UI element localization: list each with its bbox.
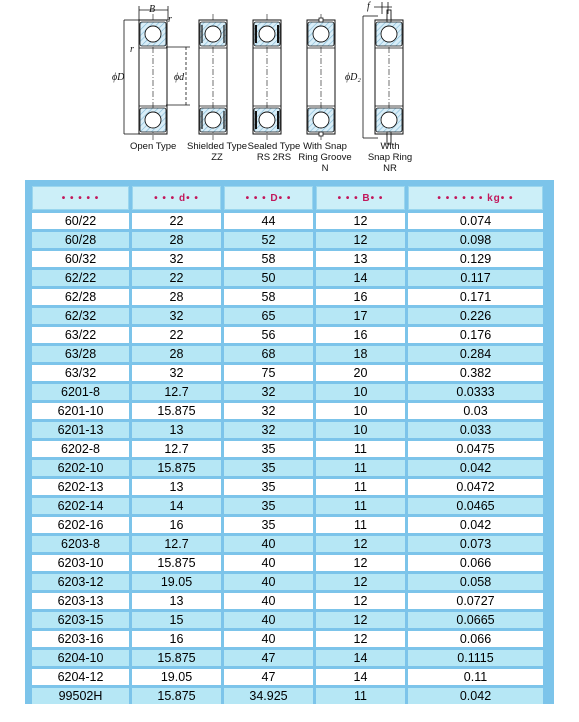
cell-bore-d: 28: [132, 346, 221, 362]
cell-model: 60/22: [32, 213, 129, 229]
caption-line: ZZ: [211, 152, 223, 163]
cell-model: 6203-15: [32, 612, 129, 628]
cell-weight-kg: 0.226: [408, 308, 543, 324]
cell-model: 6203-12: [32, 574, 129, 590]
cell-bore-d: 22: [132, 270, 221, 286]
cell-weight-kg: 0.074: [408, 213, 543, 229]
cell-bore-d: 13: [132, 479, 221, 495]
cell-model: 63/32: [32, 365, 129, 381]
cell-width-b: 12: [316, 612, 405, 628]
table-row: [32, 688, 543, 704]
table-row: [32, 460, 543, 476]
cell-bore-d: 22: [132, 213, 221, 229]
table-row: [32, 251, 543, 267]
table-row: [32, 631, 543, 647]
cell-width-b: 20: [316, 365, 405, 381]
cell-outer-d: 40: [224, 536, 313, 552]
column-header-weight-kg: • • • • • • kg• •: [408, 186, 543, 210]
cell-width-b: 10: [316, 384, 405, 400]
cell-outer-d: 50: [224, 270, 313, 286]
caption-line: N: [321, 163, 329, 174]
cell-weight-kg: 0.171: [408, 289, 543, 305]
cell-outer-d: 34.925: [224, 688, 313, 704]
cell-bore-d: 12.7: [132, 441, 221, 457]
dim-label-f: f: [367, 1, 370, 12]
cell-bore-d: 15.875: [132, 688, 221, 704]
column-header-width-b: • • • B• •: [316, 186, 405, 210]
cell-width-b: 10: [316, 403, 405, 419]
cell-bore-d: 19.05: [132, 669, 221, 685]
cell-bore-d: 16: [132, 631, 221, 647]
table-row: [32, 384, 543, 400]
table-row: [32, 479, 543, 495]
cell-bore-d: 14: [132, 498, 221, 514]
cell-outer-d: 35: [224, 460, 313, 476]
table-row: [32, 612, 543, 628]
cell-width-b: 13: [316, 251, 405, 267]
table-header-row: [32, 186, 543, 210]
cell-model: 62/28: [32, 289, 129, 305]
cell-outer-d: 32: [224, 422, 313, 438]
cell-model: 63/28: [32, 346, 129, 362]
table-row: [32, 403, 543, 419]
table-row: [32, 365, 543, 381]
dim-label-phi-d-outer: ϕD: [112, 72, 125, 83]
cell-weight-kg: 0.073: [408, 536, 543, 552]
cell-outer-d: 58: [224, 251, 313, 267]
cell-bore-d: 12.7: [132, 536, 221, 552]
cell-outer-d: 47: [224, 669, 313, 685]
cell-width-b: 12: [316, 574, 405, 590]
cell-outer-d: 52: [224, 232, 313, 248]
table-row: [32, 441, 543, 457]
sealed-type-bearing: [253, 14, 281, 140]
cell-bore-d: 28: [132, 289, 221, 305]
cell-weight-kg: 0.098: [408, 232, 543, 248]
cell-outer-d: 56: [224, 327, 313, 343]
cell-weight-kg: 0.176: [408, 327, 543, 343]
shielded-type-bearing: [199, 14, 227, 140]
table-row: [32, 593, 543, 609]
cell-model: 6201-8: [32, 384, 129, 400]
table-row: [32, 308, 543, 324]
cell-width-b: 10: [316, 422, 405, 438]
cell-model: 63/22: [32, 327, 129, 343]
dim-label-r-side: r: [130, 44, 134, 55]
cell-bore-d: 16: [132, 517, 221, 533]
cell-model: 6202-8: [32, 441, 129, 457]
cell-model: 6201-10: [32, 403, 129, 419]
cell-weight-kg: 0.0475: [408, 441, 543, 457]
table-row: [32, 517, 543, 533]
cell-model: 6202-13: [32, 479, 129, 495]
table-row: [32, 574, 543, 590]
cell-weight-kg: 0.117: [408, 270, 543, 286]
cell-outer-d: 40: [224, 593, 313, 609]
cell-model: 99502H: [32, 688, 129, 704]
cell-bore-d: 19.05: [132, 574, 221, 590]
cell-width-b: 12: [316, 213, 405, 229]
dim-label-b: B: [149, 4, 156, 15]
table-row: [32, 270, 543, 286]
cell-weight-kg: 0.0472: [408, 479, 543, 495]
cell-bore-d: 12.7: [132, 384, 221, 400]
cell-outer-d: 35: [224, 498, 313, 514]
cell-outer-d: 40: [224, 612, 313, 628]
table-row: [32, 669, 543, 685]
cell-weight-kg: 0.382: [408, 365, 543, 381]
cell-model: 60/32: [32, 251, 129, 267]
cell-weight-kg: 0.042: [408, 517, 543, 533]
table-row: [32, 327, 543, 343]
cell-weight-kg: 0.033: [408, 422, 543, 438]
cell-width-b: 12: [316, 631, 405, 647]
cell-width-b: 11: [316, 460, 405, 476]
cell-width-b: 11: [316, 441, 405, 457]
cell-weight-kg: 0.0465: [408, 498, 543, 514]
cell-model: 6201-13: [32, 422, 129, 438]
cell-width-b: 12: [316, 232, 405, 248]
cell-weight-kg: 0.066: [408, 555, 543, 571]
cell-model: 6203-16: [32, 631, 129, 647]
cell-outer-d: 68: [224, 346, 313, 362]
cell-bore-d: 32: [132, 251, 221, 267]
cell-weight-kg: 0.042: [408, 460, 543, 476]
dim-label-r-top: r: [168, 14, 172, 25]
cell-width-b: 11: [316, 688, 405, 704]
cell-bore-d: 15.875: [132, 555, 221, 571]
cell-outer-d: 40: [224, 631, 313, 647]
dim-label-phi-d-inner: ϕd: [174, 72, 185, 83]
table-body: [32, 213, 543, 704]
cell-weight-kg: 0.0727: [408, 593, 543, 609]
table-row: [32, 498, 543, 514]
cell-outer-d: 35: [224, 441, 313, 457]
cell-model: 6204-10: [32, 650, 129, 666]
cell-outer-d: 65: [224, 308, 313, 324]
caption-line: With: [380, 141, 400, 152]
cell-model: 6203-13: [32, 593, 129, 609]
cell-bore-d: 13: [132, 422, 221, 438]
caption-line: With Snap: [303, 141, 347, 152]
caption-line: RS 2RS: [256, 152, 292, 163]
snap-ring-bearing: [375, 10, 403, 144]
spec-table-frame: [25, 180, 554, 704]
cell-model: 6204-12: [32, 669, 129, 685]
caption-line: Ring Groove: [298, 152, 352, 163]
cell-outer-d: 32: [224, 403, 313, 419]
cell-outer-d: 35: [224, 517, 313, 533]
cell-weight-kg: 0.11: [408, 669, 543, 685]
cell-weight-kg: 0.03: [408, 403, 543, 419]
caption-line: Open Type: [130, 141, 177, 152]
cell-weight-kg: 0.1115: [408, 650, 543, 666]
bearing-spec-table: [29, 183, 546, 707]
cell-width-b: 14: [316, 669, 405, 685]
cell-model: 6202-10: [32, 460, 129, 476]
cell-bore-d: 13: [132, 593, 221, 609]
cell-model: 6202-14: [32, 498, 129, 514]
caption-line: Sealed Type: [247, 141, 301, 152]
caption-line: Snap Ring: [367, 152, 413, 163]
cell-outer-d: 47: [224, 650, 313, 666]
cell-outer-d: 58: [224, 289, 313, 305]
cell-outer-d: 75: [224, 365, 313, 381]
cell-width-b: 11: [316, 498, 405, 514]
cell-weight-kg: 0.042: [408, 688, 543, 704]
cell-outer-d: 40: [224, 555, 313, 571]
cell-weight-kg: 0.058: [408, 574, 543, 590]
cell-model: 60/28: [32, 232, 129, 248]
column-header-bore-d: • • • d• •: [132, 186, 221, 210]
cell-outer-d: 32: [224, 384, 313, 400]
cell-bore-d: 22: [132, 327, 221, 343]
cell-width-b: 17: [316, 308, 405, 324]
column-header-outer-d: • • • D• •: [224, 186, 313, 210]
caption-snap-ring: [360, 141, 420, 174]
column-header-model: • • • • •: [32, 186, 129, 210]
cell-bore-d: 28: [132, 232, 221, 248]
cell-outer-d: 44: [224, 213, 313, 229]
caption-snap-ring-groove: [295, 141, 355, 174]
cell-model: 6203-10: [32, 555, 129, 571]
cell-weight-kg: 0.0665: [408, 612, 543, 628]
cell-bore-d: 15.875: [132, 403, 221, 419]
cell-bore-d: 15.875: [132, 460, 221, 476]
cell-width-b: 12: [316, 536, 405, 552]
caption-open-type: [130, 141, 176, 152]
cell-bore-d: 32: [132, 308, 221, 324]
cell-bore-d: 15: [132, 612, 221, 628]
table-row: [32, 232, 543, 248]
cell-width-b: 18: [316, 346, 405, 362]
table-row: [32, 289, 543, 305]
cell-outer-d: 35: [224, 479, 313, 495]
cell-width-b: 14: [316, 650, 405, 666]
cell-width-b: 12: [316, 593, 405, 609]
table-row: [32, 422, 543, 438]
cell-model: 62/32: [32, 308, 129, 324]
cell-model: 62/22: [32, 270, 129, 286]
table-row: [32, 650, 543, 666]
cell-bore-d: 32: [132, 365, 221, 381]
cell-width-b: 11: [316, 479, 405, 495]
cell-weight-kg: 0.284: [408, 346, 543, 362]
cell-width-b: 12: [316, 555, 405, 571]
cell-width-b: 16: [316, 289, 405, 305]
caption-line: Shielded Type: [187, 141, 248, 152]
cell-outer-d: 40: [224, 574, 313, 590]
cell-weight-kg: 0.066: [408, 631, 543, 647]
caption-shielded-type: [187, 141, 247, 163]
open-type-bearing: [139, 14, 167, 140]
cell-weight-kg: 0.129: [408, 251, 543, 267]
cell-model: 6202-16: [32, 517, 129, 533]
cell-width-b: 14: [316, 270, 405, 286]
table-row: [32, 213, 543, 229]
dim-label-phi-d2: ϕD₂: [345, 72, 361, 83]
cell-weight-kg: 0.0333: [408, 384, 543, 400]
cell-width-b: 16: [316, 327, 405, 343]
snap-ring-groove-bearing: [307, 14, 335, 140]
table-row: [32, 536, 543, 552]
caption-line: NR: [383, 163, 397, 174]
cell-model: 6203-8: [32, 536, 129, 552]
cell-bore-d: 15.875: [132, 650, 221, 666]
table-row: [32, 346, 543, 362]
table-row: [32, 555, 543, 571]
cell-width-b: 11: [316, 517, 405, 533]
